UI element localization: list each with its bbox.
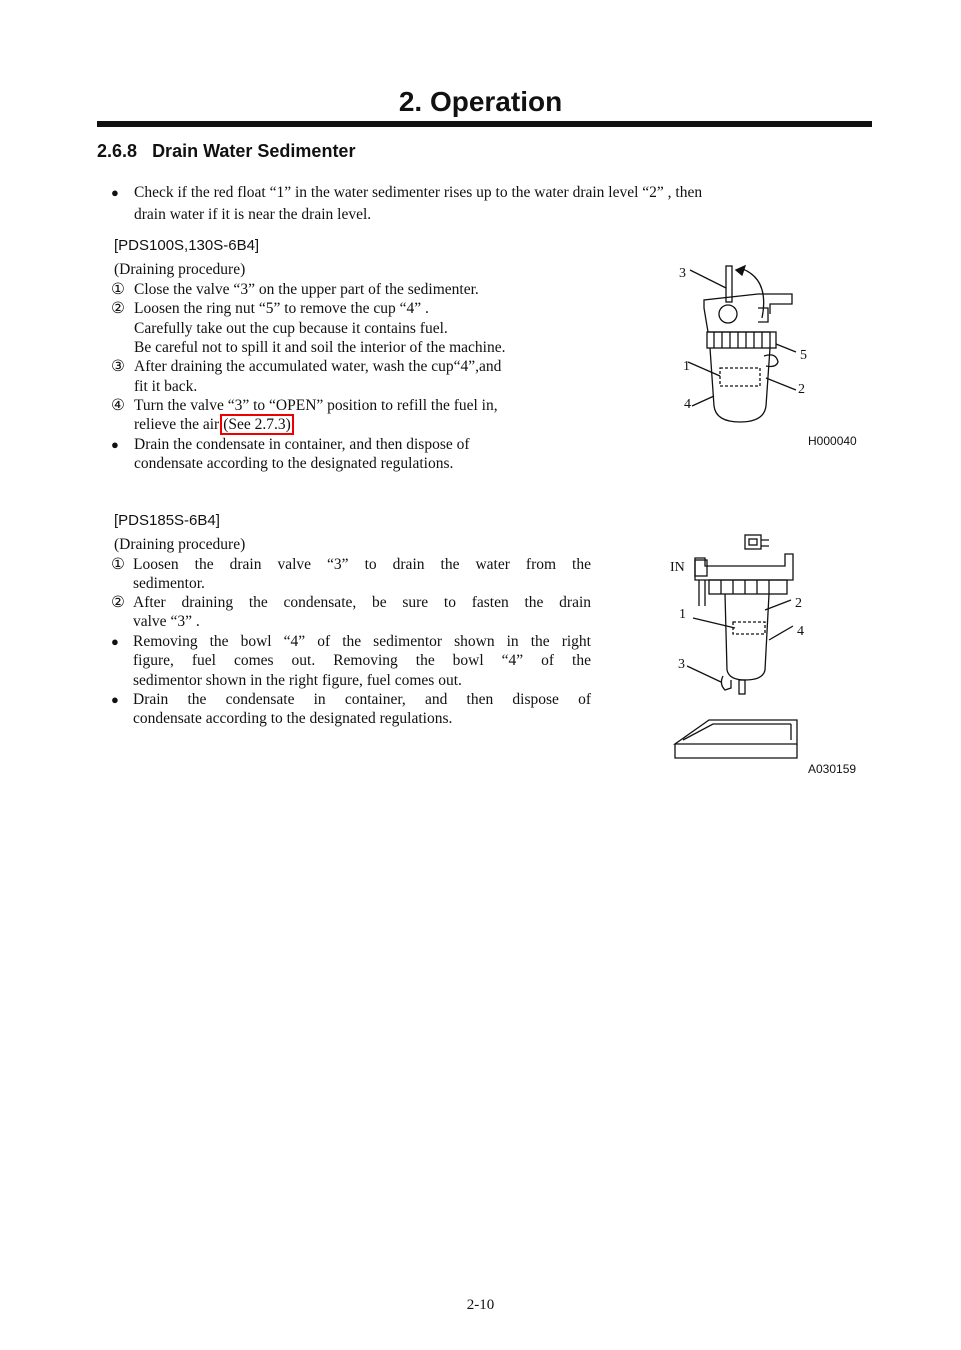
intro-line-2: drain water if it is near the drain level. [134,206,372,223]
figure-1-head [704,294,792,314]
figure-1-label-4: 4 [684,397,691,412]
figure-1-label-5: 5 [800,348,807,363]
figure-2-leader-3 [687,666,721,682]
bullet-1-line-2: condensate according to the designated regulations. [134,455,454,472]
model-heading-1: [PDS100S,130S-6B4] [114,237,260,254]
figure-1-rotation-arrow [740,268,764,318]
step-marker-3: ③ [111,358,125,375]
figure-2-top-fitting [745,535,761,549]
figure-1-label-2: 2 [798,382,805,397]
b2-bullet-1-line-1: Removing the bowl “4” of the sedimentor shown in the right [133,633,591,650]
step-2-line-2: Carefully take out the cup because it contains fuel. [134,320,448,337]
figure-1-leader-3 [690,270,726,288]
b2-bullet-marker-2: ● [111,692,119,707]
figure-1-code: H000040 [808,434,857,448]
page-number: 2-10 [466,1297,495,1313]
b2-bullet-2-line-2: condensate according to the designated regulations. [133,710,453,727]
section-title [97,141,355,162]
figure-2-label-3: 3 [678,657,685,672]
intro-bullet: ● [111,185,119,200]
figure-2-code: A030159 [808,762,857,776]
figure-2-label-4: 4 [797,624,804,639]
step-3-text: After draining the accumulated water, wash the cup“4”,and [134,358,502,375]
bullet-marker-1: ● [111,437,119,452]
figure-1-label-3: 3 [679,266,686,281]
step-2-text: Loosen the ring nut “5” to remove the cup “4” . [134,300,429,317]
b2-step-1-line-2: sedimentor. [133,575,205,592]
step-marker-2: ② [111,300,125,317]
b2-step-marker-2: ② [111,594,125,611]
figure-2-head [695,554,793,580]
figure-2-drain-valve [721,676,731,690]
section-number: 2.6.8 [97,141,138,161]
figure-2-float [733,622,765,634]
figure-1-leader-1 [688,362,720,376]
figure-1-leader-5 [776,344,796,352]
procedure-heading-1: (Draining procedure) [114,261,246,278]
figure-1-leader-2 [766,378,796,390]
step-4-line-2 [134,415,294,435]
b2-bullet-1-line-2: figure, fuel comes out. Removing the bowl “4” of the [133,652,591,669]
step-marker-4: ④ [111,397,125,414]
b2-step-2-line-2: valve “3” . [133,613,200,630]
figure-1-cup [710,348,770,422]
figure-1-label-1: 1 [683,359,690,374]
chapter-title: 2. Operation [398,86,563,117]
figure-2-label-1: 1 [679,607,686,622]
step-4-prefix: relieve the air [134,416,220,433]
intro-line-1: Check if the red float “1” in the water sedimenter rises up to the water drain level “2” , then [134,184,703,201]
bullet-1-line-1: Drain the condensate in container, and then dispose of [134,436,470,453]
step-marker-1: ① [111,281,125,298]
figure-2-leader-1 [693,618,735,628]
step-2-line-3: Be careful not to spill it and soil the interior of the machine. [134,339,506,356]
figure-2-bowl [725,594,769,680]
figure-2-label-in: IN [670,560,685,575]
procedure-heading-2: (Draining procedure) [114,536,246,553]
figure-1-ring-nut [707,332,776,348]
sedimenter-figure-2 [665,530,865,765]
b2-step-2-line-1: After draining the condensate, be sure to fasten the drain [133,594,591,611]
see-section-link[interactable]: (See 2.7.3) [220,414,294,435]
b2-step-marker-1: ① [111,556,125,573]
step-3-line-2: fit it back. [134,378,198,395]
figure-1-float [720,368,760,386]
header-rule [97,121,872,127]
step-1-text: Close the valve “3” on the upper part of the sedimenter. [134,281,479,298]
b2-bullet-marker-1: ● [111,634,119,649]
figure-2-label-2: 2 [795,596,802,611]
b2-step-1-line-1: Loosen the drain valve “3” to drain the water from the [133,556,591,573]
figure-1-leader-4 [692,396,714,406]
figure-2-leader-4 [769,626,793,640]
model-heading-2: [PDS185S-6B4] [114,512,220,529]
step-4-text: Turn the valve “3” to “OPEN” position to refill the fuel in, [134,397,498,414]
section-name: Drain Water Sedimenter [152,141,356,161]
b2-bullet-1-line-3: sedimentor shown in the right figure, fuel comes out. [133,672,462,689]
sedimenter-figure-1 [670,258,870,428]
b2-bullet-2-line-1: Drain the condensate in container, and then dispose of [133,691,591,708]
